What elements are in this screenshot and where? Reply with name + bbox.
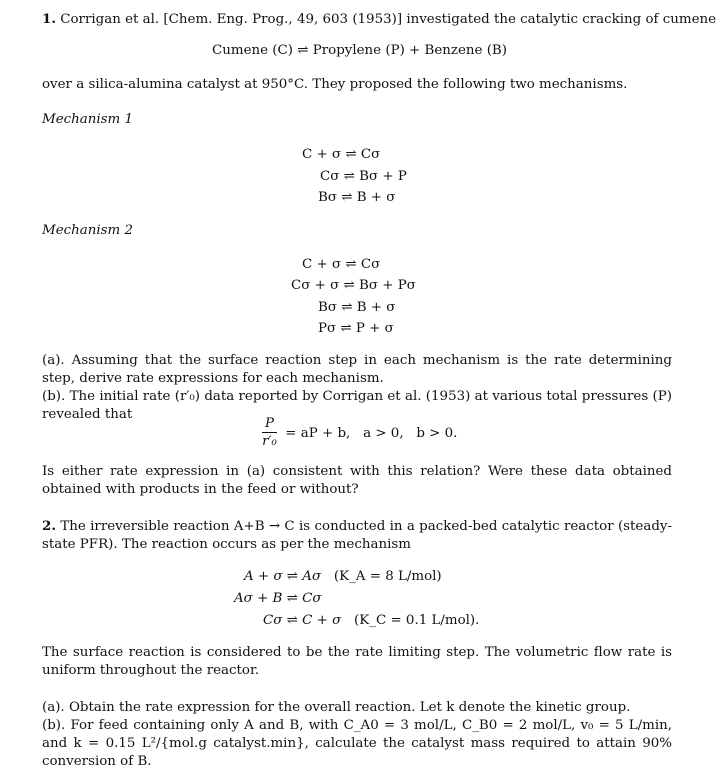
problem1-intro-text: Corrigan et al. [Chem. Eng. Prog., 49, 603 (1953)] investigated the catalytic cracking of cumene bbox=[60, 12, 717, 27]
problem2-intro-text: The irreversible reaction A+B → C is conducted in a packed-bed catalytic reactor (steady-state PFR). The reaction occurs as per the mechanism bbox=[42, 519, 672, 552]
mechanism1-step: Cσ ⇌ Bσ + P bbox=[320, 169, 407, 184]
mechanism1-step: C + σ ⇌ Cσ bbox=[302, 147, 381, 162]
problem2-step: Aσ + B ⇌ Cσ bbox=[234, 591, 322, 606]
problem1-number: 1. bbox=[42, 11, 56, 27]
problem2-statement: The surface reaction is considered to be the rate limiting step. The volumetric flow rate is uniform throughout the reactor. bbox=[42, 645, 672, 678]
relation-rhs: = aP + b, a > 0, b > 0. bbox=[285, 426, 458, 441]
problem2-part-b: (b). For feed containing only A and B, with C_A0 = 3 mol/L, C_B0 = 2 mol/L, v₀ = 5 L/min, and k = 0.15 L²/{mol.g catalyst.min}, calculate the catalyst mass required to attain 90% conversion of B. bbox=[42, 718, 672, 769]
relation-fraction bbox=[262, 416, 277, 451]
mechanism2-step: C + σ ⇌ Cσ bbox=[302, 257, 381, 272]
mechanism2-step: Bσ ⇌ B + σ bbox=[318, 300, 396, 315]
mechanism2-title: Mechanism 2 bbox=[42, 223, 133, 238]
problem1-intro2: over a silica-alumina catalyst at 950°C. They proposed the following two mechanisms. bbox=[42, 77, 628, 92]
problem1-intro bbox=[42, 10, 716, 29]
problem1-part-b: (b). The initial rate (r′₀) data reported by Corrigan et al. (1953) at various total pressures (P) revealed that bbox=[42, 389, 672, 422]
pressure-rate-relation bbox=[262, 416, 457, 451]
mechanism1-step: Bσ ⇌ B + σ bbox=[318, 190, 396, 205]
problem2-intro bbox=[42, 517, 672, 554]
problem1-question: Is either rate expression in (a) consistent with this relation? Were these data obtained obtained with products in the feed or without? bbox=[42, 464, 672, 497]
problem2-part-a: (a). Obtain the rate expression for the overall reaction. Let k denote the kinetic group. bbox=[42, 700, 631, 715]
problem1-part-a: (a). Assuming that the surface reaction step in each mechanism is the rate determining step, derive rate expressions for each mechanism. bbox=[42, 353, 672, 386]
cumene-reaction: Cumene (C) ⇌ Propylene (P) + Benzene (B) bbox=[212, 43, 507, 58]
problem2-step: A + σ ⇌ Aσ (K_A = 8 L/mol) bbox=[244, 569, 442, 584]
mechanism2-step: Pσ ⇌ P + σ bbox=[318, 321, 394, 336]
mechanism1-title: Mechanism 1 bbox=[42, 112, 133, 127]
relation-denominator: r′₀ bbox=[262, 434, 277, 449]
problem2-step: Cσ ⇌ C + σ (K_C = 0.1 L/mol). bbox=[263, 613, 480, 628]
relation-numerator: P bbox=[262, 416, 277, 433]
mechanism2-step: Cσ + σ ⇌ Bσ + Pσ bbox=[291, 278, 416, 293]
problem2-number: 2. bbox=[42, 518, 56, 534]
